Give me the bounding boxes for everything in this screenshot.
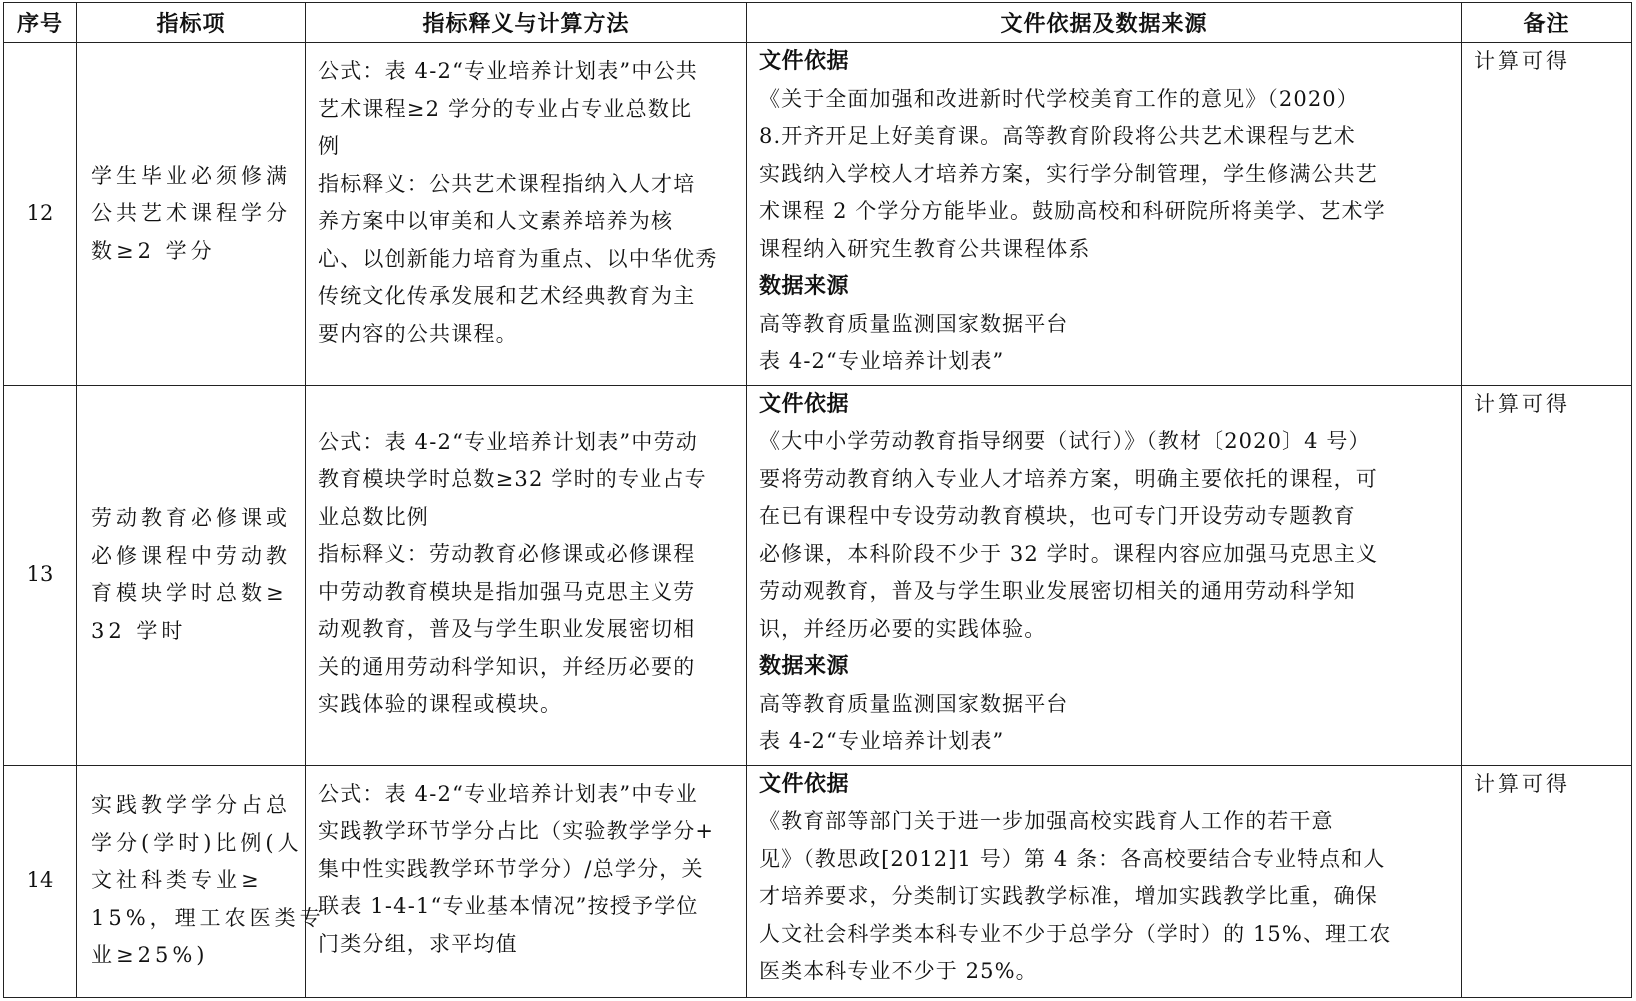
definition-line: 实践教学环节学分占比（实验教学学分+ bbox=[318, 819, 715, 843]
table-row bbox=[4, 765, 1632, 997]
definition-line: 要内容的公共课程。 bbox=[318, 321, 518, 346]
doc-line: 要将劳动教育纳入专业人才培养方案，明确主要依托的课程，可 bbox=[759, 466, 1378, 491]
doc-line: 课程纳入研究生教育公共课程体系 bbox=[759, 236, 1091, 261]
header-note: 备注 bbox=[1462, 3, 1632, 43]
item-line: 必修课程中劳动教 bbox=[91, 543, 291, 568]
table-row bbox=[4, 43, 1632, 386]
item-line: 数≥2 学分 bbox=[91, 238, 216, 263]
definition-line: 例 bbox=[318, 134, 341, 158]
doc-basis-heading: 文件依据 bbox=[759, 49, 850, 74]
definition-line: 动观教育，普及与学生职业发展密切相 bbox=[318, 617, 696, 641]
document-source bbox=[747, 385, 1462, 765]
data-source-heading: 数据来源 bbox=[759, 274, 850, 299]
row-number: 13 bbox=[4, 385, 77, 765]
item-line: 32 学时 bbox=[91, 618, 187, 643]
doc-line: 《教育部等部门关于进一步加强高校实践育人工作的若干意 bbox=[759, 809, 1334, 833]
item-line: 学分(学时)比例(人 bbox=[91, 830, 303, 855]
indicator-item bbox=[77, 765, 325, 997]
table-row bbox=[4, 385, 1632, 765]
doc-basis-heading: 文件依据 bbox=[759, 391, 850, 417]
definition-line: 联表 1-4-1“专业基本情况”按授予学位 bbox=[318, 894, 699, 918]
indicator-item bbox=[77, 385, 306, 765]
indicator-definition bbox=[306, 385, 747, 765]
doc-basis-heading: 文件依据 bbox=[759, 771, 850, 797]
data-source-line: 表 4-2“专业培养计划表” bbox=[759, 729, 1005, 753]
item-line: 文社科类专业≥ bbox=[91, 868, 263, 893]
item-line: 学生毕业必须修满 bbox=[91, 163, 291, 188]
doc-line: 必修课，本科阶段不少于 32 学时。课程内容应加强马克思主义 bbox=[759, 541, 1379, 566]
item-line: 育模块学时总数≥ bbox=[91, 581, 288, 605]
definition-line: 公式：表 4-2“专业培养计划表”中专业 bbox=[318, 781, 698, 806]
doc-line: 《大中小学劳动教育指导纲要（试行）》（教材〔2020〕4 号） bbox=[759, 429, 1371, 453]
definition-line: 公式：表 4-2“专业培养计划表”中公共 bbox=[318, 59, 698, 83]
item-line: 实践教学学分占总 bbox=[91, 793, 291, 818]
header-no: 序号 bbox=[4, 3, 77, 43]
definition-line: 实践体验的课程或模块。 bbox=[318, 692, 563, 716]
definition-line: 教育模块学时总数≥32 学时的专业占专 bbox=[318, 467, 707, 491]
header-source: 文件依据及数据来源 bbox=[747, 3, 1462, 43]
doc-line: 在已有课程中专设劳动教育模块，也可专门开设劳动专题教育 bbox=[759, 504, 1356, 528]
doc-line: 实践纳入学校人才培养方案，实行学分制管理，学生修满公共艺 bbox=[759, 161, 1378, 186]
doc-line: 8.开齐开足上好美育课。高等教育阶段将公共艺术课程与艺术 bbox=[759, 124, 1356, 148]
remark: 计算可得 bbox=[1462, 43, 1632, 386]
indicator-table bbox=[3, 2, 1632, 998]
indicator-definition bbox=[306, 765, 747, 997]
item-line: 劳动教育必修课或 bbox=[91, 506, 291, 530]
definition-line: 养方案中以审美和人文素养培养为核 bbox=[318, 209, 674, 233]
row-number: 12 bbox=[4, 43, 77, 386]
header-definition: 指标释义与计算方法 bbox=[306, 3, 747, 43]
data-source-line: 表 4-2“专业培养计划表” bbox=[759, 349, 1005, 373]
header-item: 指标项 bbox=[77, 3, 306, 43]
doc-line: 才培养要求，分类制订实践教学标准，增加实践教学比重，确保 bbox=[759, 884, 1378, 908]
doc-line: 识，并经历必要的实践体验。 bbox=[759, 616, 1047, 641]
item-line: 公共艺术课程学分 bbox=[91, 201, 291, 225]
definition-line: 心、以创新能力培育为重点、以中华优秀 bbox=[318, 246, 718, 271]
definition-line: 艺术课程≥2 学分的专业占专业总数比 bbox=[318, 96, 693, 121]
item-line: 业≥25%) bbox=[91, 943, 209, 968]
indicator-definition bbox=[306, 43, 747, 386]
remark: 计算可得 bbox=[1462, 385, 1632, 765]
document-source bbox=[747, 43, 1462, 386]
definition-line: 公式：表 4-2“专业培养计划表”中劳动 bbox=[318, 429, 698, 454]
definition-line: 传统文化传承发展和艺术经典教育为主 bbox=[318, 284, 696, 308]
definition-line: 门类分组，求平均值 bbox=[318, 931, 518, 956]
document-source bbox=[747, 765, 1462, 997]
row-number: 14 bbox=[4, 765, 77, 997]
definition-line: 关的通用劳动科学知识，并经历必要的 bbox=[318, 654, 696, 679]
definition-line: 指标释义：劳动教育必修课或必修课程 bbox=[318, 542, 696, 566]
data-source-heading: 数据来源 bbox=[759, 654, 850, 679]
table-header-row bbox=[4, 3, 1632, 43]
data-source-line: 高等教育质量监测国家数据平台 bbox=[759, 311, 1069, 336]
definition-line: 业总数比例 bbox=[318, 504, 429, 529]
remark: 计算可得 bbox=[1462, 765, 1632, 997]
doc-line: 劳动观教育，普及与学生职业发展密切相关的通用劳动科学知 bbox=[759, 579, 1356, 603]
doc-line: 人文社会科学类本科专业不少于总学分（学时）的 15%、理工农 bbox=[759, 921, 1392, 946]
definition-line: 集中性实践教学环节学分）/总学分，关 bbox=[318, 856, 704, 881]
item-line: 15%，理工农医类专 bbox=[91, 905, 325, 930]
data-source-line: 高等教育质量监测国家数据平台 bbox=[759, 691, 1069, 716]
doc-line: 医类本科专业不少于 25%。 bbox=[759, 959, 1038, 983]
doc-line: 《关于全面加强和改进新时代学校美育工作的意见》（2020） bbox=[759, 86, 1359, 111]
indicator-item bbox=[77, 43, 306, 386]
doc-line: 术课程 2 个学分方能毕业。鼓励高校和科研院所将美学、艺术学 bbox=[759, 199, 1386, 223]
doc-line: 见》（教思政[2012]1 号）第 4 条：各高校要结合专业特点和人 bbox=[759, 846, 1386, 871]
definition-line: 指标释义：公共艺术课程指纳入人才培 bbox=[318, 171, 696, 196]
definition-line: 中劳动教育模块是指加强马克思主义劳 bbox=[318, 579, 696, 604]
